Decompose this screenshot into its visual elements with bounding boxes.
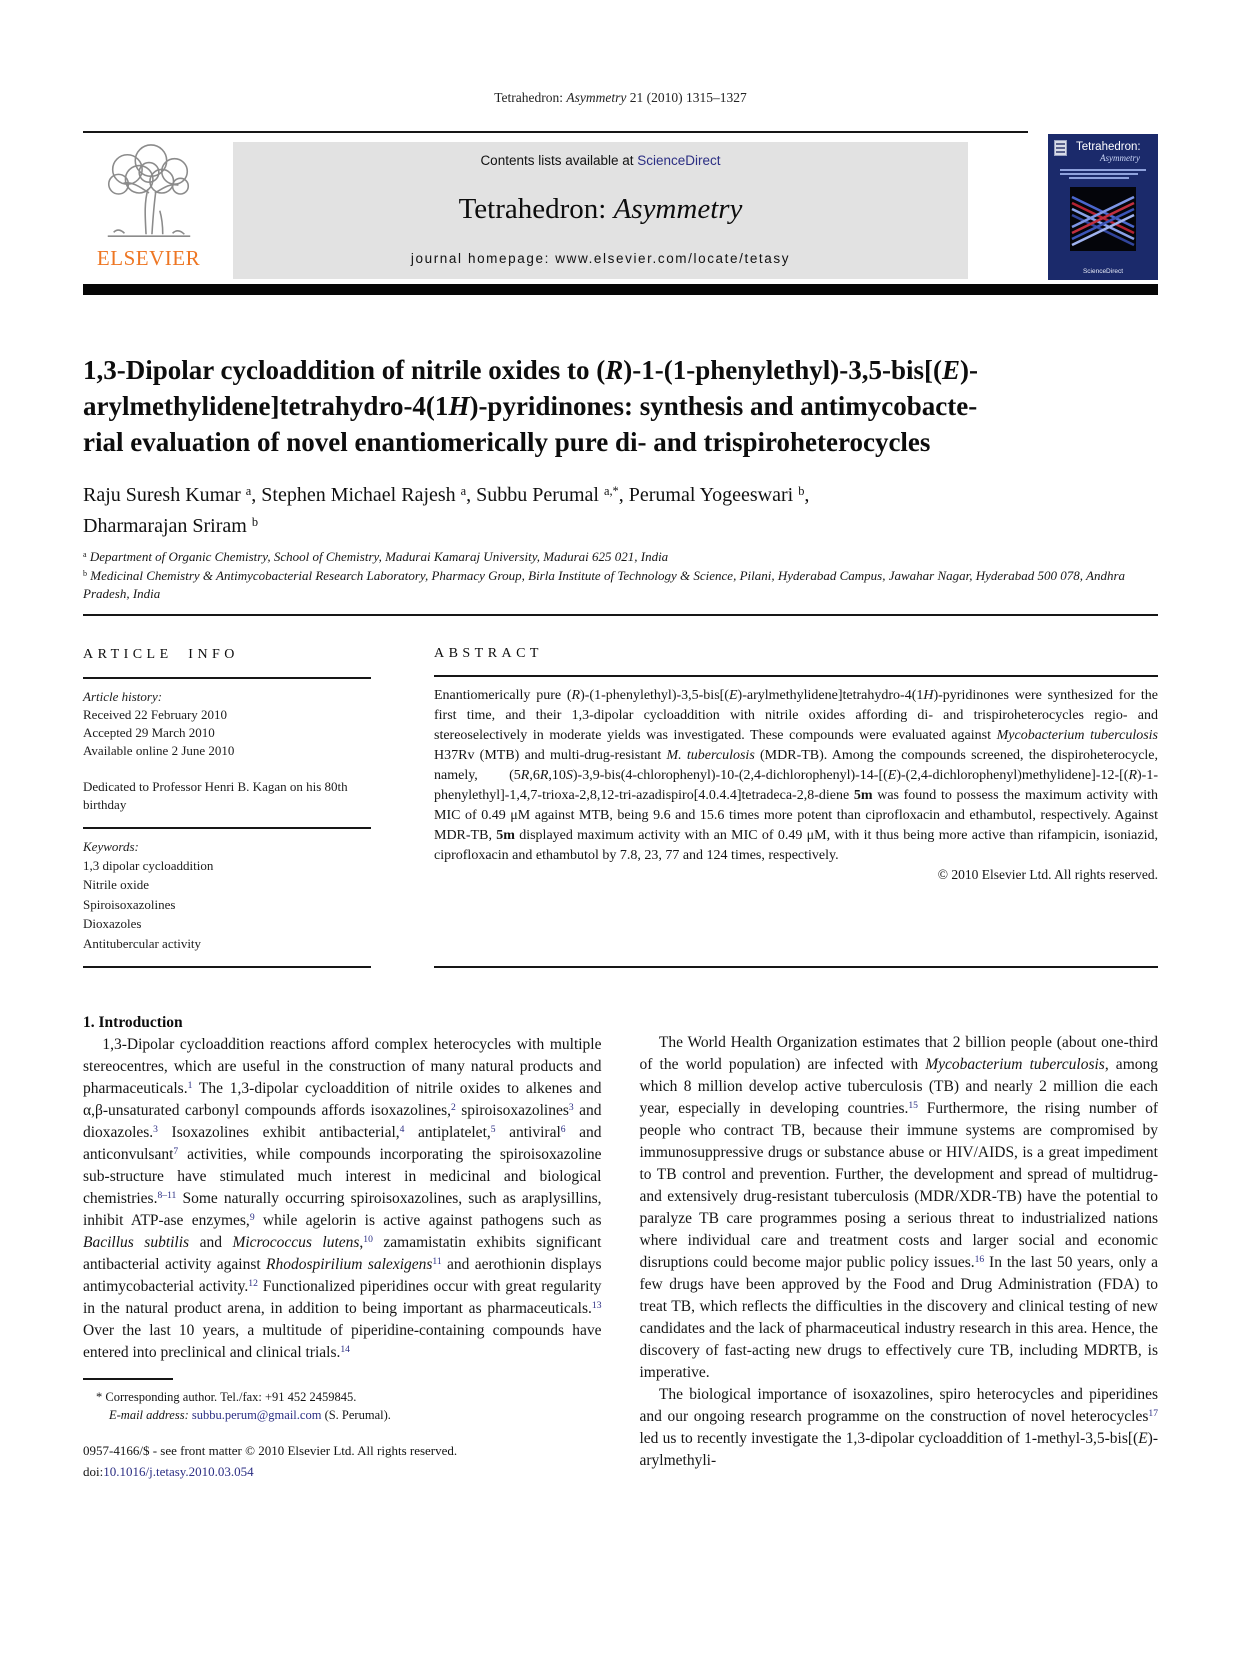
article-title-line-3: rial evaluation of novel enantiomerically pure di- and trispiroheterocycles bbox=[83, 427, 931, 457]
keyword-item: Spiroisoxazolines bbox=[83, 896, 176, 912]
keywords-rule bbox=[83, 827, 371, 829]
doi-line[interactable]: doi:10.1016/j.tetasy.2010.03.054 bbox=[83, 1463, 254, 1479]
article-history-label: Article history: bbox=[83, 689, 163, 704]
keyword-item: 1,3 dipolar cycloaddition bbox=[83, 857, 214, 873]
author-list-line-2: Dharmarajan Sriram $^b$ bbox=[83, 515, 259, 537]
affiliation-a: $^a$ Department of Organic Chemistry, School of Chemistry, Madurai Kamaraj University, Madurai 625 021, India bbox=[83, 549, 669, 564]
affiliation-b: $^b$ Medicinal Chemistry & Antimycobacterial Research Laboratory, Pharmacy Group, Birla Institute of Technology & Science, Pilani, Hyderabad Campus, Jawahar Nagar, Hyderabad 500 078, Andhra Pradesh, India bbox=[83, 567, 1125, 601]
affiliations bbox=[83, 548, 1161, 604]
journal-masthead bbox=[233, 142, 968, 279]
cover-sciencedirect-brand: ScienceDirect bbox=[1082, 268, 1124, 275]
keyword-item: Dioxazoles bbox=[83, 916, 142, 931]
copyright-doi-block bbox=[83, 1440, 602, 1482]
cover-publisher-mark-icon bbox=[1054, 140, 1067, 156]
footnote-tel-line: * Corresponding author. Tel./fax: +91 452 2459845. bbox=[96, 1389, 357, 1404]
abstract-text: Enantiomerically pure (R)-(1-phenylethyl)-3,5-bis[(E)-arylmethylidene]tetrahydro-4(1H)-pyridinones were synthesized for the first time, and their 1,3-dipolar cycloaddition with nitrile oxides affording di- and trispiroheterocycles regio- and stereoselectively in moderate yields was investigated. These compounds were evaluated against Mycobacterium tuberculosis H37Rv (MTB) and multi-drug-resistant M. tuberculosis (MDR-TB). Among the compounds screened, the dispiroheterocycle, namely, (5R,6R,10S)-3,9-bis(4-chlorophenyl)-10-(2,4-dichlorophenyl)-14-[(E)-(2,4-dichlorophenyl)methylidene]-12-[(R)-1-phenylethyl]-1,4,7-trioxa-2,8,12-tri-azadispiro[4.0.4.4]tetradeca-2,8-diene 5m was found to possess the maximum activity with MIC of 0.49 μM against MTB, being 9.6 and 15.6 times more potent than ciprofloxacin and ethambutol, respectively. Against MDR-TB, 5m displayed maximum activity with an MIC of 0.49 μM, with it thus being more active than rifampicin, isoniazid, ciprofloxacin and ethambutol by 7.8, 23, 77 and 124 times, respectively. bbox=[434, 688, 1159, 863]
article-title bbox=[83, 352, 1163, 460]
running-head-citation: Tetrahedron: Asymmetry 21 (2010) 1315–1327 bbox=[494, 90, 747, 105]
journal-title: Tetrahedron: Asymmetry bbox=[458, 193, 743, 225]
header-top-rule bbox=[83, 131, 1028, 133]
corresponding-author-footnote bbox=[83, 1378, 602, 1424]
cover-subtitle: Asymmetry bbox=[1100, 153, 1140, 163]
intro-paragraph-3: The biological importance of isoxazolines, spiro heterocycles and piperidines and our ongoing research programme on the construction of novel heterocycles$^{17}$ led us to recently investigate the 1,3-dipolar cycloaddition of 1-methyl-3,5-bis[(E)-arylmethyli- bbox=[639, 1386, 1158, 1469]
cover-title: Tetrahedron: bbox=[1076, 141, 1141, 153]
article-title-line-1: 1,3-Dipolar cycloaddition of nitrile oxides to (R)-1-(1-phenylethyl)-3,5-bis[(E)- bbox=[83, 355, 978, 385]
abstract-column bbox=[434, 616, 1158, 968]
cover-editors-lines bbox=[1060, 169, 1146, 179]
history-accepted: Accepted 29 March 2010 bbox=[83, 725, 215, 740]
journal-cover-thumbnail[interactable] bbox=[1048, 134, 1158, 280]
elsevier-wordmark: ELSEVIER bbox=[96, 246, 201, 270]
journal-homepage-link[interactable]: journal homepage: www.elsevier.com/locate/tetasy bbox=[410, 251, 791, 266]
abstract-heading-rule bbox=[434, 675, 1158, 677]
elsevier-logo[interactable] bbox=[86, 140, 211, 280]
keyword-item: Nitrile oxide bbox=[83, 877, 150, 892]
dedication-note: Dedicated to Professor Henri B. Kagan on his 80th birthday bbox=[83, 779, 348, 812]
footnote-email-line[interactable]: E-mail address: subbu.perum@gmail.com (S. Perumal). bbox=[109, 1407, 391, 1422]
article-info-column bbox=[83, 616, 371, 968]
body-right-column bbox=[640, 1012, 1159, 1482]
article-info-heading: ARTICLE INFO bbox=[83, 647, 239, 662]
history-available: Available online 2 June 2010 bbox=[83, 743, 235, 758]
intro-paragraph-2: The World Health Organization estimates that 2 billion people (about one-third of the world population) are infected with Mycobacterium tuberculosis, among which 8 million develop active tuberculosis (TB) and nearly 2 million die each year, especially in developing countries.$^{15}$ Furthermore, the rising number of people who contract TB, because their immune systems are compromised by immunosuppressive drugs or substance abuse or HIV/AIDS, is a great impediment to TB control and prevention. Further, the development and spread of multidrug- and extensively drug-resistant tuberculosis (MDR/XDR-TB) have the potential to paralyze TB care programmes posing a serious threat to industrialized nations where individual care and treatment costs and larger social and economic disruptions could become major public policy issues.$^{16}$ In the last 50 years, only a few drugs have been approved by the Food and Drug Administration (FDA) to treat TB, which reflects the difficulties in the discovery and clinical testing of new candidates and the lack of pharmaceutical industry research in this area. Hence, the discovery of fast-acting new drugs to effectively cure TB, including MDRTB, is imperative. bbox=[639, 1034, 1159, 1381]
history-received: Received 22 February 2010 bbox=[83, 707, 228, 722]
elsevier-tree-icon bbox=[86, 140, 211, 248]
author-list bbox=[83, 480, 1163, 542]
abstract-bottom-rule bbox=[434, 966, 1158, 968]
article-info-abstract-block bbox=[83, 616, 1158, 968]
article-info-heading-rule bbox=[83, 677, 371, 679]
author-list-line-1: Raju Suresh Kumar $^a$, Stephen Michael Rajesh $^a$, Subbu Perumal $^{a,*}$, Perumal Yogeeswari $^b$, bbox=[83, 484, 810, 506]
abstract-copyright: © 2010 Elsevier Ltd. All rights reserved. bbox=[937, 867, 1158, 882]
footnote-rule bbox=[83, 1378, 173, 1380]
section-1-heading: 1. Introduction bbox=[83, 1014, 183, 1031]
keyword-item: Antitubercular activity bbox=[83, 935, 202, 951]
body-left-column bbox=[83, 1012, 602, 1482]
abstract-heading: ABSTRACT bbox=[434, 646, 543, 661]
masthead-divider-bar bbox=[83, 284, 1158, 295]
contents-availability-line[interactable]: Contents lists available at ScienceDirect bbox=[480, 153, 721, 168]
keywords-label: Keywords: bbox=[83, 838, 139, 854]
intro-paragraph-1: 1,3-Dipolar cycloaddition reactions afford complex heterocycles with multiple stereocentres, which are useful in the construction of many natural products and pharmaceuticals.$^1$ The 1,3-dipolar cycloaddition of nitrile oxides to alkenes and α,β-unsaturated carbonyl compounds affords isoxazolines,$^2$ spiroisoxazolines$^3$ and dioxazoles.$^3$ Isoxazolines exhibit antibacterial,$^4$ antiplatelet,$^5$ antiviral$^6$ and anticonvulsant$^7$ activities, while compounds incorporating the spiroisoxazoline sub-structure have stimulated much interest in medicinal and biological chemistries.$^{8-11}$ Some naturally occurring spiroisoxazolines, such as araplysillins, inhibit ATP-ase enzymes,$^9$ while agelorin is active against pathogens such as Bacillus subtilis and Micrococcus lutens,$^{10}$ zamamistatin exhibits significant antibacterial activity against Rhodospirilium salexigens$^{11}$ and aerothionin displays antimycobacterial activity.$^{12}$ Functionalized piperidines occur with great regularity in the natural product arena, in addition to being important as pharmaceuticals.$^{13}$ Over the last 10 years, a multitude of piperidine-containing compounds have entered into preclinical and clinical trials.$^{14}$ bbox=[83, 1036, 602, 1361]
article-info-bottom-rule bbox=[83, 966, 371, 968]
article-body bbox=[83, 1012, 1158, 1482]
article-title-line-2: arylmethylidene]tetrahydro-4(1H)-pyridinones: synthesis and antimycobacte- bbox=[83, 391, 978, 421]
cover-artwork bbox=[1070, 187, 1136, 251]
issn-copyright-line: 0957-4166/$ - see front matter © 2010 Elsevier Ltd. All rights reserved. bbox=[83, 1442, 458, 1458]
